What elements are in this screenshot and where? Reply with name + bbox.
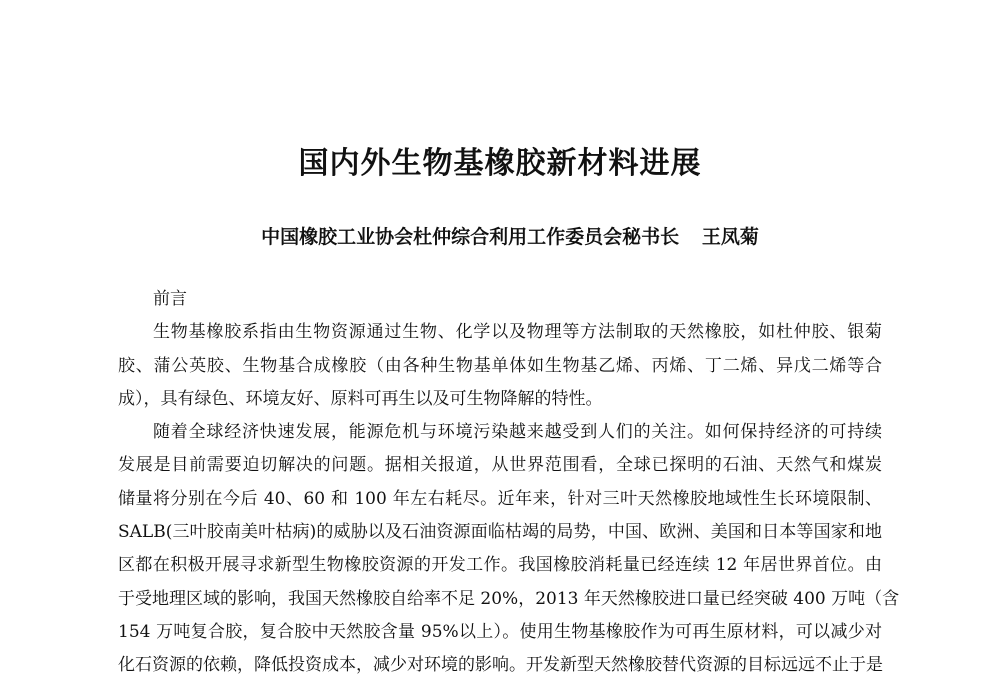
text-line: 发展是目前需要迫切解决的问题。据相关报道，从世界范围看，全球已探明的石油、天然气和煤炭 bbox=[118, 455, 882, 476]
author-affiliation: 中国橡胶工业协会杜仲综合利用工作委员会秘书长 bbox=[261, 226, 680, 248]
author-line bbox=[0, 222, 1000, 249]
text-line: SALB(三叶胶南美叶枯病)的威胁以及石油资源面临枯竭的局势，中国、欧洲、美国和日本等国家和地 bbox=[118, 522, 882, 543]
author-name: 王凤菊 bbox=[701, 226, 759, 248]
text-line: 区都在积极开展寻求新型生物橡胶资源的开发工作。我国橡胶消耗量已经连续 12 年居世界首位。由 bbox=[118, 555, 883, 576]
text-line: 胶、蒲公英胶、生物基合成橡胶（由各种生物基单体如生物基乙烯、丙烯、丁二烯、异戊二烯等合 bbox=[118, 355, 882, 376]
text-line: 于受地理区域的影响，我国天然橡胶自给率不足 20%，2013 年天然橡胶进口量已经突破 400 万吨（含 bbox=[118, 588, 900, 609]
document-title: 国内外生物基橡胶新材料进展 bbox=[298, 146, 702, 181]
paragraph-2 bbox=[118, 419, 900, 685]
section-heading: 前言 bbox=[153, 289, 187, 309]
text-line: 储量将分别在今后 40、60 和 100 年左右耗尽。近年来，针对三叶天然橡胶地域性生长环境限制、 bbox=[118, 488, 882, 509]
text-line: 生物基橡胶系指由生物资源通过生物、化学以及物理等方法制取的天然橡胶，如杜仲胶、银菊 bbox=[153, 322, 882, 343]
text-line: 随着全球经济快速发展，能源危机与环境污染越来越受到人们的关注。如何保持经济的可持续 bbox=[153, 422, 882, 443]
paragraph-1 bbox=[118, 319, 882, 419]
text-line: 154 万吨复合胶，复合胶中天然胶含量 95%以上）。使用生物基橡胶作为可再生原材料，可以减少对 bbox=[118, 621, 882, 642]
text-line: 化石资源的依赖，降低投资成本，减少对环境的影响。开发新型天然橡胶替代资源的目标远远不止于是 bbox=[118, 655, 883, 676]
document-body bbox=[118, 286, 900, 686]
text-line: 成），具有绿色、环境友好、原料可再生以及可生物降解的特性。 bbox=[118, 388, 603, 409]
